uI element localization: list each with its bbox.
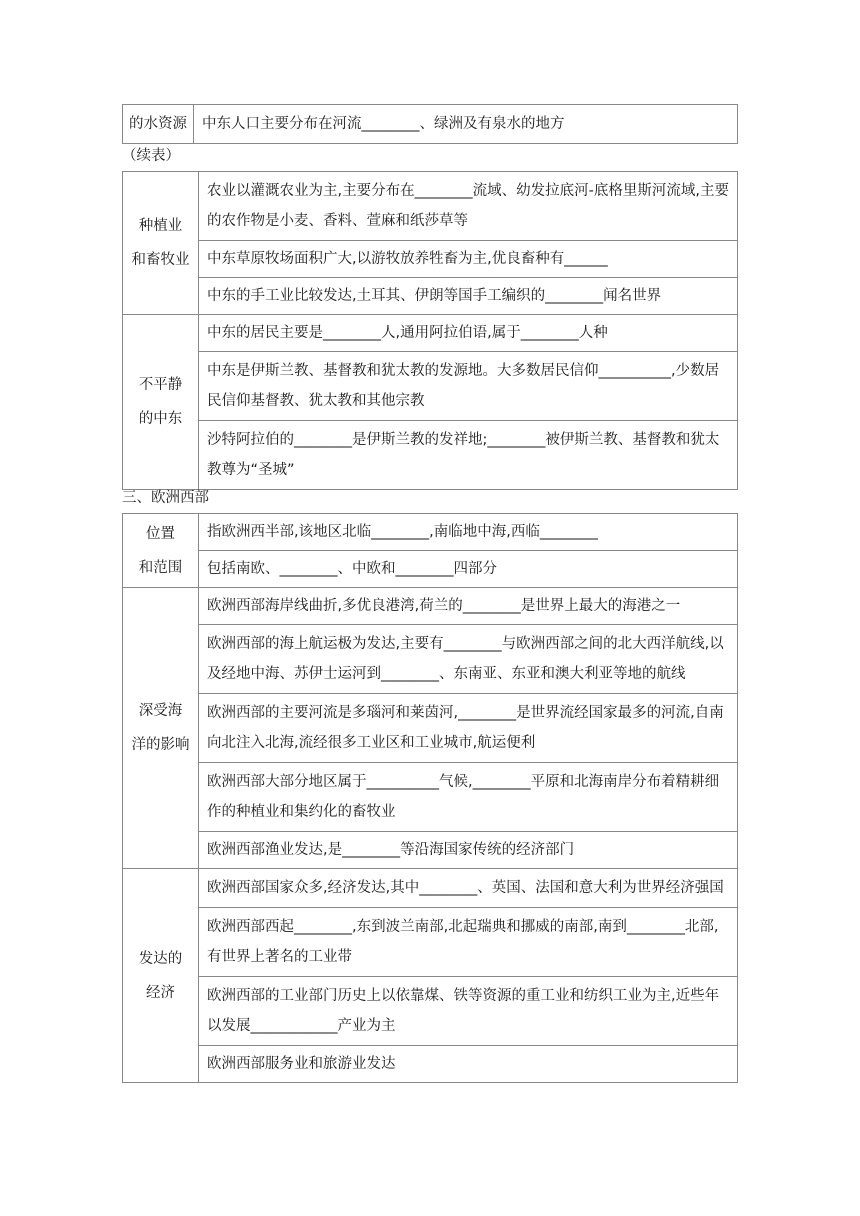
category-cell: 的水资源 [123, 105, 194, 144]
content-cell: 欧洲西部西起________,东到波兰南部,北起瑞典和挪威的南部,南到________北部,有世界上著名的工业带 [199, 908, 738, 977]
table-row [123, 625, 738, 694]
table-row [123, 832, 738, 869]
content-cell: 沙特阿拉伯的________是伊斯兰教的发祥地;________被伊斯兰教、基督教和犹太教尊为“圣城” [199, 421, 738, 490]
section-heading: 三、欧洲西部 [122, 490, 209, 506]
table-row [123, 278, 738, 315]
content-cell: 中东人口主要分布在河流________、绿洲及有泉水的地方 [194, 105, 738, 144]
category-cell [123, 588, 199, 869]
category-cell [123, 315, 199, 490]
table-row [123, 551, 738, 588]
content-cell: 中东草原牧场面积广大,以游牧放养牲畜为主,优良畜种有______ [199, 241, 738, 278]
category-label: 经济 [146, 984, 175, 1001]
content-cell: 欧洲西部的工业部门历史上以依靠煤、铁等资源的重工业和纺织工业为主,近些年以发展____________产业为主 [199, 977, 738, 1046]
content-cell: 欧洲西部的海上航运极为发达,主要有________与欧洲西部之间的北大西洋航线,以及经地中海、苏伊士运河到________、东南亚、东亚和澳大利亚等地的航线 [199, 625, 738, 694]
category-label: 和范围 [138, 559, 183, 576]
category-label: 洋的影响 [131, 737, 190, 753]
category-label: 深受海 [138, 703, 183, 719]
table-row [123, 172, 738, 241]
content-cell: 中东的手工业比较发达,土耳其、伊朗等国手工编织的________闻名世界 [199, 278, 738, 315]
table-row [123, 588, 738, 625]
table-row [123, 315, 738, 352]
category-cell [123, 172, 199, 315]
table-row [123, 694, 738, 763]
table-row [123, 241, 738, 278]
continued-note: （续表） [122, 148, 180, 164]
content-cell: 欧洲西部海岸线曲折,多优良港湾,荷兰的________是世界上最大的海港之一 [199, 588, 738, 625]
content-cell: 指欧洲西半部,该地区北临________,南临地中海,西临________ [199, 514, 738, 551]
middle-east-table [122, 171, 738, 490]
category-label: 不平静 [138, 377, 183, 393]
western-europe-table [122, 513, 738, 1083]
category-label: 的中东 [138, 411, 183, 427]
content-cell: 欧洲西部渔业发达,是________等沿海国家传统的经济部门 [199, 832, 738, 869]
category-label: 位置 [146, 525, 175, 542]
category-label: 发达的 [138, 950, 183, 967]
table-row [123, 1046, 738, 1083]
table-row [123, 514, 738, 551]
category-cell [123, 869, 199, 1083]
content-cell: 农业以灌溉农业为主,主要分布在________流域、幼发拉底河-底格里斯河流域,主要的农作物是小麦、香料、萱麻和纸莎草等 [199, 172, 738, 241]
content-cell: 包括南欧、________、中欧和________四部分 [199, 551, 738, 588]
table-row [123, 352, 738, 421]
content-cell: 中东是伊斯兰教、基督教和犹太教的发源地。大多数居民信仰__________,少数居民信仰基督教、犹太教和其他宗教 [199, 352, 738, 421]
table-row [123, 105, 738, 144]
content-cell: 中东的居民主要是________人,通用阿拉伯语,属于________人种 [199, 315, 738, 352]
content-cell: 欧洲西部的主要河流是多瑙河和莱茵河,________是世界流经国家最多的河流,自南向北注入北海,流经很多工业区和工业城市,航运便利 [199, 694, 738, 763]
table-row [123, 869, 738, 908]
water-resources-table [122, 104, 738, 144]
category-label: 和畜牧业 [131, 252, 190, 268]
table-row [123, 908, 738, 977]
content-cell: 欧洲西部服务业和旅游业发达 [199, 1046, 738, 1083]
table-row [123, 977, 738, 1046]
table-row [123, 763, 738, 832]
content-cell: 欧洲西部国家众多,经济发达,其中________、英国、法国和意大利为世界经济强国 [199, 869, 738, 908]
category-label: 种植业 [138, 218, 183, 234]
table-row [123, 421, 738, 490]
category-cell [123, 514, 199, 588]
content-cell: 欧洲西部大部分地区属于__________气候,________平原和北海南岸分布着精耕细作的种植业和集约化的畜牧业 [199, 763, 738, 832]
